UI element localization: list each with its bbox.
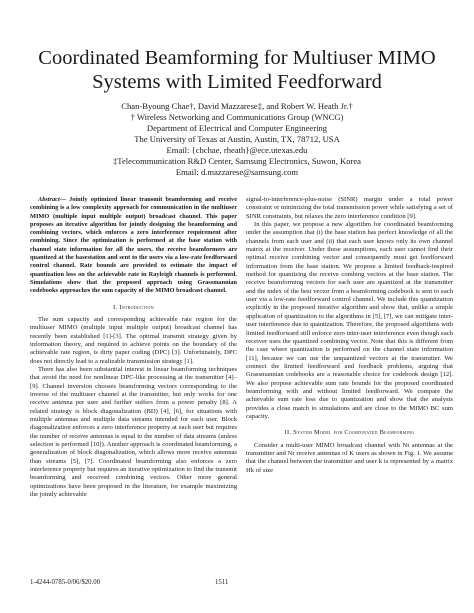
section-heading-introduction bbox=[30, 304, 237, 312]
paper-title bbox=[0, 46, 474, 94]
body-paragraph: In this paper, we propose a new algorithm for coordinated beamforming under the assumption that (i) the base station has perfect knowledge of all the channels from each user and (ii) that each user knows only its own channel matrix at the receiver. Under these assumptions, each user cannot find their optimal receive combining vector and consequently must get feedforward information from the base station. We propose a limited feedback-inspired method for quantizing the receive combing vectors at the base station. The receive beamforming vectors for each user are quantized at the transmitter and the index of the best vector from a beamforming codebook is sent to each user via a low-rate feedforward control channel. We include this quantization explicitly in the proposed iterative algorithm and show that, unlike a simple application of quantization to the algorithms in [5], [7], we can mitigate inter-user interference due to quantization. Therefore, the proposed algorithms with limited feedforward still enforce zero inter-user interference even though each receiver uses the quantized combining vector. Note that this is different from the case where quantization is performed on the channel state information [11], because we can use the unquantized vectors at the transmitter. We connect the limited feedforward and feedback problems, arguing that Grassmannian codebooks are a reasonable choice for codebook design [12]. We also propose achievable sum rate bounds for the proposed coordinated beamforming with and without limited feedforward. We compare the achievable sum rate loss due to quantization and show that the analysis provides a close match to simulations and are close to the MIMO BC sum capacity. bbox=[246, 221, 453, 420]
body-paragraph: Consider a multi-user MIMO broadcast channel with Nt antennas at the transmitter and Nr receive antennas of K users as shown in Fig. 1. We assume that the channel between the transmitter and user k is represented by a matrix Hk of size bbox=[246, 441, 453, 474]
right-column bbox=[246, 196, 453, 475]
affiliation-4: ‡Telecommunication R&D Center, Samsung Electronics, Suwon, Korea bbox=[113, 156, 361, 166]
footer-isbn: 1-4244-0785-0/06/$20.00 bbox=[30, 579, 101, 586]
title-line-2: Systems with Limited Feedforward bbox=[92, 71, 382, 93]
affiliation-3: The University of Texas at Austin, Austin, TX, 78712, USA bbox=[134, 134, 340, 144]
section-number: I. bbox=[113, 303, 118, 311]
author-names: Chan-Byoung Chae†, David Mazzarese‡, and Robert W. Heath Jr.† bbox=[121, 101, 353, 111]
email-1: Email: {cbchae, rheath}@ece.utexas.edu bbox=[166, 145, 308, 155]
affiliation-2: Department of Electrical and Computer Engineering bbox=[146, 123, 328, 133]
email-2: Email: d.mazzarese@samsung.com bbox=[175, 167, 299, 177]
abstract bbox=[30, 196, 237, 296]
abstract-label: Abstract bbox=[38, 196, 60, 203]
author-block bbox=[0, 101, 474, 178]
abstract-text: — Jointly optimized linear transmit beamforming and receive combining is a low complexity approach for communication in the multiuser MIMO (multiple input multiple output) broadcast channel. This paper proposes an iterative algorithm for jointly designing the beamforming and combining vectors, which enforces a zero interference requirement after combining. Since the optimization is performed at the base station with channel state information for all the users, the receive beamformers are quantized at the basestation and sent to the users via a low-rate feedforward control channel. Rate bounds are provided to estimate the impact of quantization loss on the achievable rate in Rayleigh channels is performed. Simulations show that the proposed approach using Grassmannian codebooks approaches the sum capacity of the MIMO broadcast channel. bbox=[30, 196, 237, 295]
section-title: Introduction bbox=[119, 303, 154, 311]
left-column bbox=[30, 196, 237, 499]
section-heading-system-model bbox=[246, 429, 453, 437]
body-paragraph: There has also been substantial interest in linear beamforming techniques that avoid the need for nonlinear DPC-like processing at the transmitter [4]–[9]. Channel inversion chooses beamforming vectors corresponding to the inverse of the multiuser channel at the transmitter, but only works for one receive antenna per user and further suffers from a power penalty [8]. A related strategy is block diagonalization (BD) [4], [6], for situations with multiple antennas and multiple data streams intended for each user. Block diagonalization enforces a zero interference property at each user but requires the number of receive antennas is equal to the number of data streams (unless selection is performed [10]). Another approach is coordinated beamforming, a generalization of block diagonalization, which allows more receive antennas than streams [5], [7]. Coordinated beamforming also enforces a zero interference property but requires an iterative optimization to find the transmit beamforming and received combining vectors. Other more general optimizations have been proposed in the literature, for example maximizing the jointly achievable bbox=[30, 365, 237, 499]
title-line-1: Coordinated Beamforming for Multiuser MIMO bbox=[38, 47, 436, 69]
page-number: 1511 bbox=[215, 579, 229, 586]
affiliation-1: † Wireless Networking and Communications Group (WNCG) bbox=[130, 112, 344, 122]
body-paragraph: The sum capacity and corresponding achievable rate region for the multiuser MIMO (multiple input multiple output) broadcast channel has recently been established [1]-[3]. The optimal transmit strategy given by information theory, and required to achieve points on the boundary of the achievable rate region, is dirty paper coding (DPC) [3]. Unfortunately, DPC does not directly lead to a realizable transmission strategy [1]. bbox=[30, 315, 237, 365]
section-number: II. bbox=[284, 429, 292, 437]
body-paragraph: signal-to-interference-plus-noise (SINR) margin under a total power constraint or minimizing the total transmission power while satisfying a set of SINR constraints, but relaxes the zero interference condition [9]. bbox=[246, 196, 453, 220]
section-title: System Model for Coordinated Beamforming bbox=[293, 429, 415, 437]
